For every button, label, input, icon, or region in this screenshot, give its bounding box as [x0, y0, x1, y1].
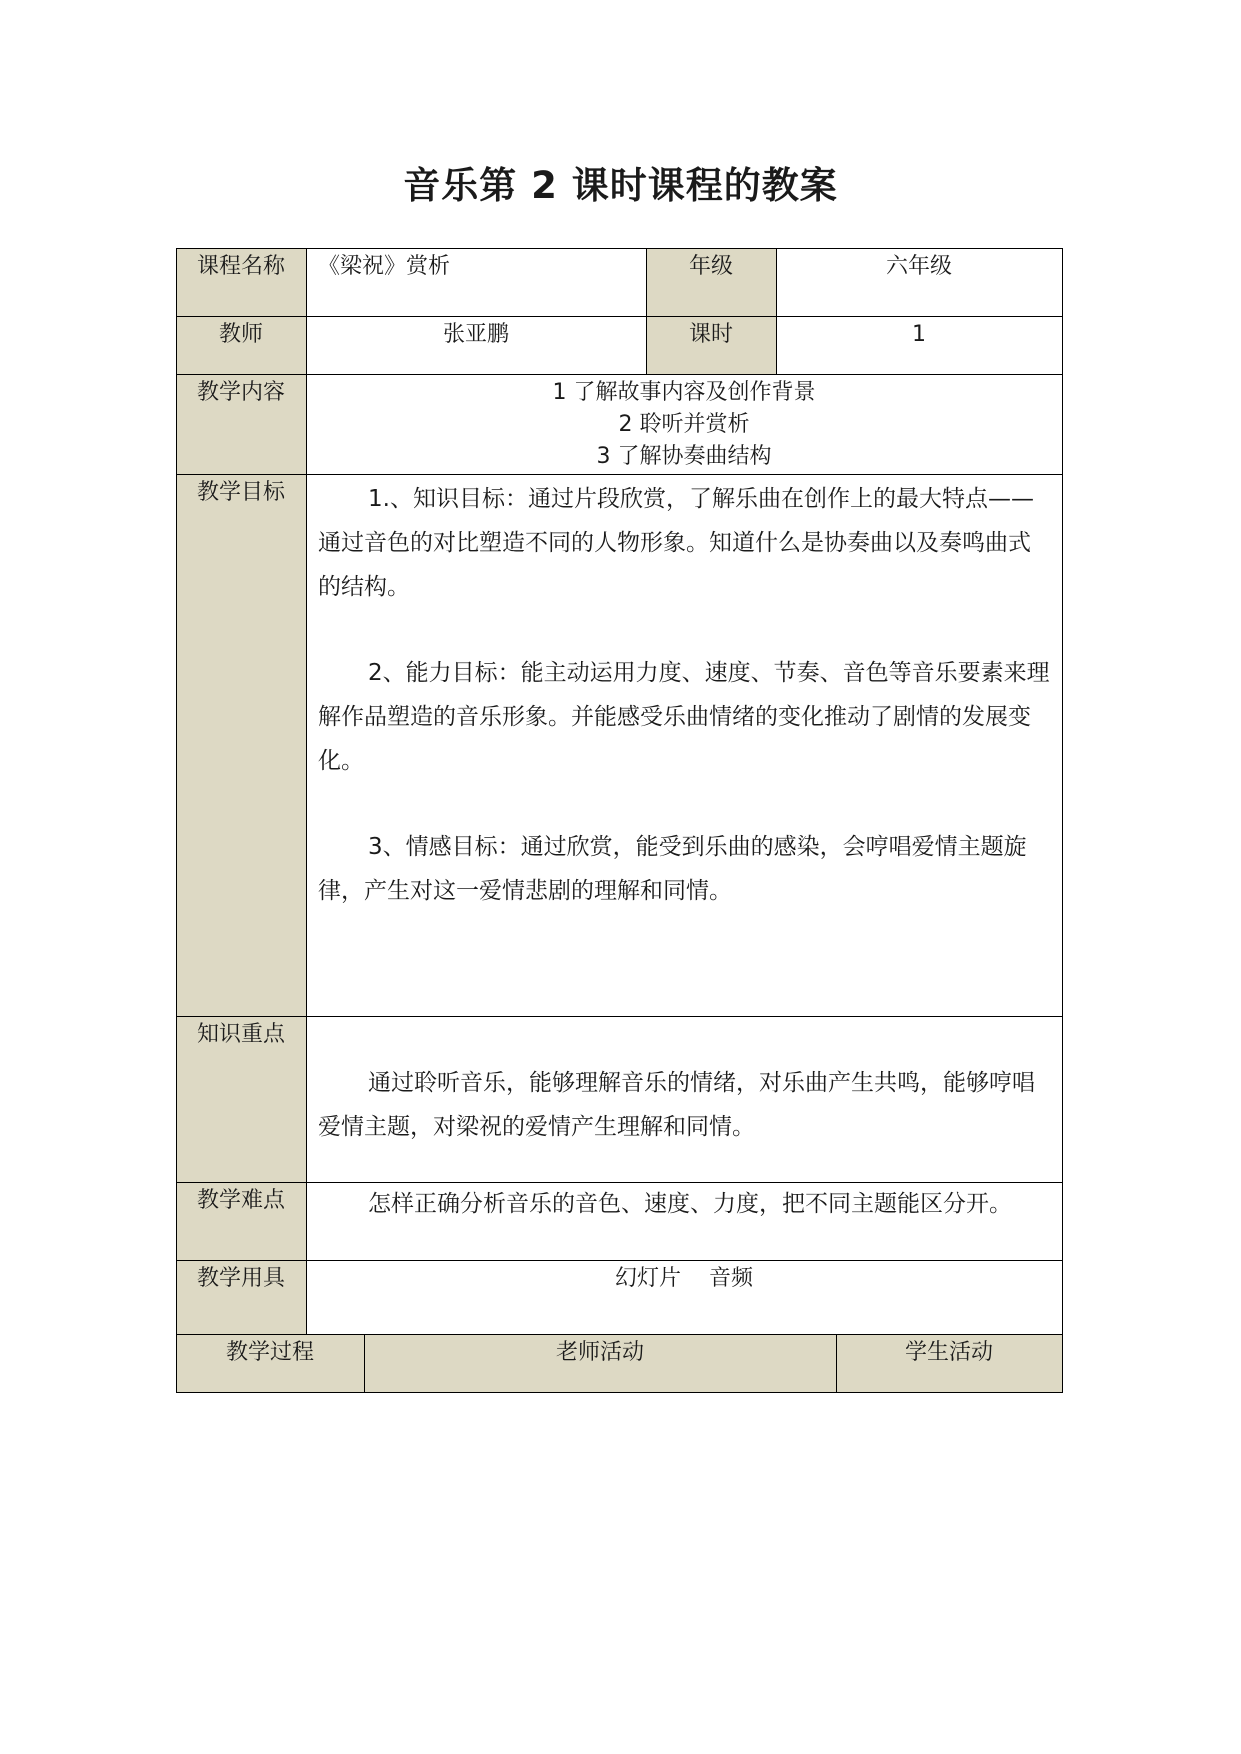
content-item: 2 聆听并赏析 — [618, 412, 750, 437]
content-list — [306, 374, 1062, 474]
goals-content — [306, 474, 1062, 1016]
content-item: 1 了解故事内容及创作背景 — [552, 380, 816, 405]
goal-ability: 2、能力目标：能主动运用力度、速度、节奏、音色等音乐要素来理解作品塑造的音乐形象。并能感受乐曲情绪的变化推动了剧情的发展变化。 — [318, 660, 1050, 774]
course-name-label: 课程名称 — [176, 248, 306, 316]
page-title: 音乐第 2 课时课程的教案 — [403, 164, 838, 207]
process-label: 教学过程 — [176, 1334, 364, 1392]
teacher-activity-header: 老师活动 — [364, 1334, 836, 1392]
key-points-content — [306, 1016, 1062, 1182]
goals-label: 教学目标 — [176, 474, 306, 1016]
teacher-label: 教师 — [176, 316, 306, 374]
course-name-value: 《梁祝》赏析 — [318, 254, 451, 279]
content-label: 教学内容 — [176, 374, 306, 474]
grade-value: 六年级 — [885, 254, 952, 279]
period-label: 课时 — [646, 316, 776, 374]
difficulties-content — [306, 1182, 1062, 1260]
student-activity-header: 学生活动 — [836, 1334, 1062, 1392]
goal-emotion: 3、情感目标：通过欣赏，能受到乐曲的感染，会哼唱爱情主题旋律，产生对这一爱情悲剧的理解和同情。 — [318, 834, 1027, 904]
difficulties-text: 怎样正确分析音乐的音色、速度、力度，把不同主题能区分开。 — [368, 1191, 1012, 1217]
teacher-value: 张亚鹏 — [442, 322, 509, 347]
difficulties-label: 教学难点 — [176, 1182, 306, 1260]
grade-label: 年级 — [646, 248, 776, 316]
content-item: 3 了解协奏曲结构 — [596, 444, 772, 469]
tools-label: 教学用具 — [176, 1260, 306, 1334]
key-points-label: 知识重点 — [176, 1016, 306, 1182]
period-value: 1 — [912, 322, 926, 347]
goal-knowledge: 1.、知识目标：通过片段欣赏，了解乐曲在创作上的最大特点——通过音色的对比塑造不同的人物形象。知道什么是协奏曲以及奏鸣曲式的结构。 — [318, 486, 1034, 600]
key-points-text: 通过聆听音乐，能够理解音乐的情绪，对乐曲产生共鸣，能够哼唱爱情主题，对梁祝的爱情产生理解和同情。 — [318, 1070, 1035, 1140]
tools-value: 幻灯片 音频 — [615, 1266, 753, 1291]
